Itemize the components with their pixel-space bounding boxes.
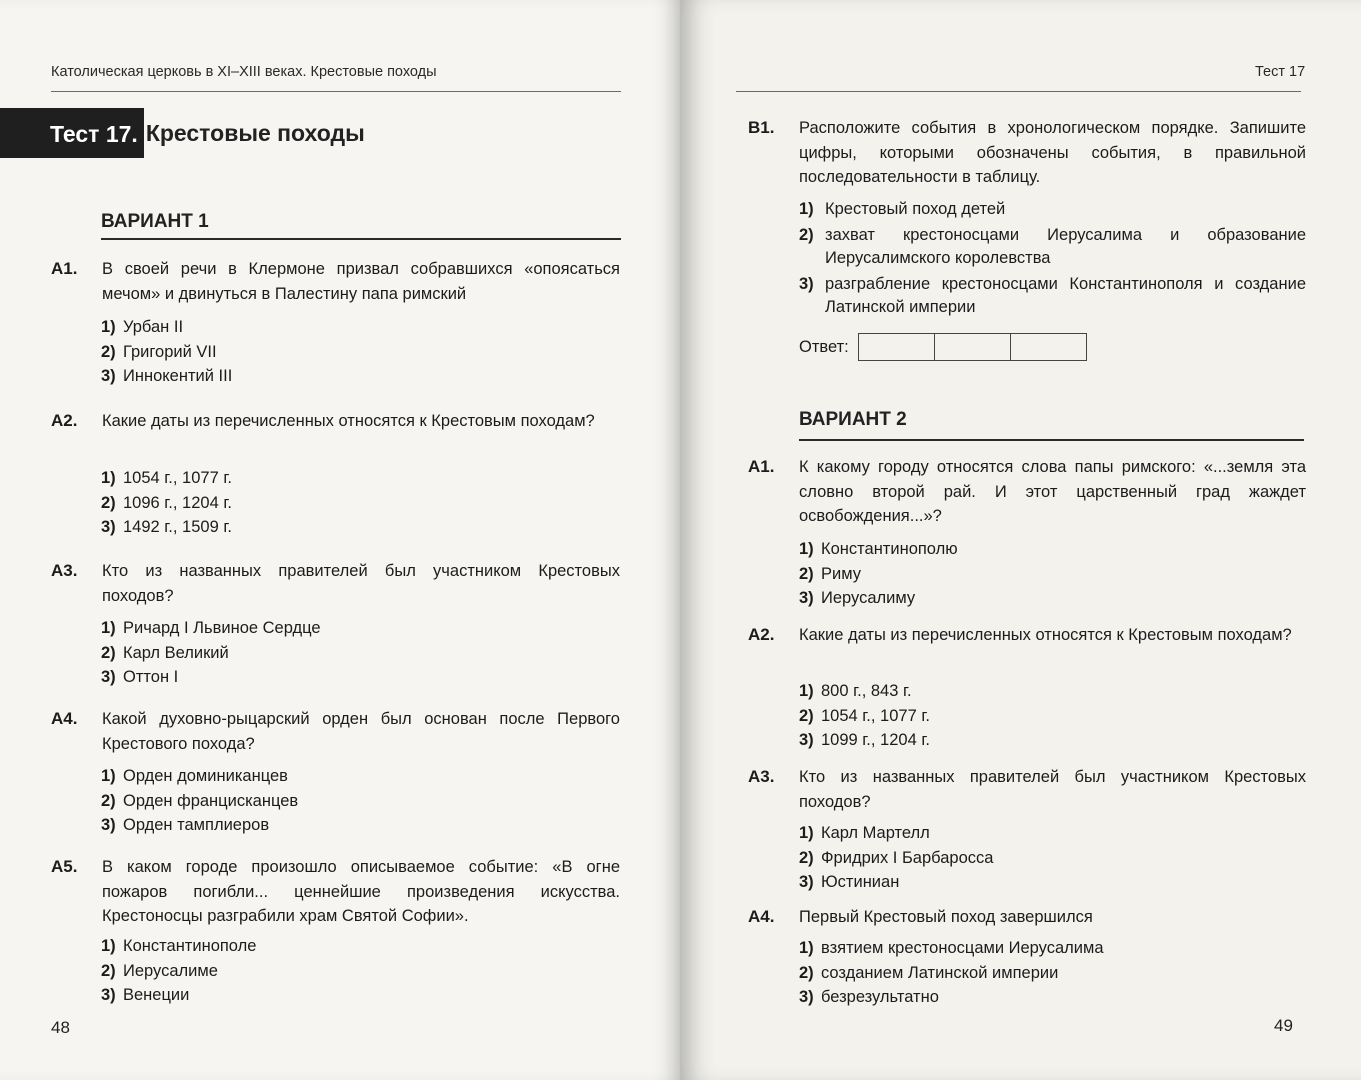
answer-options-a3 [101,616,321,690]
answer-option: 2) 1096 г., 1204 г. [101,493,232,512]
running-head-rule [736,91,1301,92]
answer-options-a1 [101,315,232,389]
running-head-left: Католическая церковь в XI–XIII веках. Крестовые походы [51,64,437,80]
question-text: Кто из названных правителей был участником Крестовых походов? [799,768,1306,811]
answer-option: 2) Иерусалиме [101,961,218,980]
question-number: A1. [748,457,775,476]
answer-options-v2-a3 [799,821,993,895]
test-title-text: Крестовые походы [145,119,365,146]
page-number-right: 49 [1274,1016,1293,1035]
answer-option: 1) Карл Мартелл [799,824,930,842]
variant-2-heading: ВАРИАНТ 2 [799,409,907,430]
answer-option: 2) Фридрих I Барбаросса [799,848,994,867]
answer-cell[interactable] [1011,334,1086,360]
answer-option: 2) Григорий VII [101,342,217,361]
question-text: Кто из названных правителей был участником Крестовых походов? [102,562,620,605]
question-text: Какой духовно-рыцарский орден был основан после Первого Крестового похода? [102,710,620,753]
answer-options-v2-a4 [799,936,1104,1010]
question-number: A2. [51,411,78,430]
test-title-number: Тест 17. [0,108,144,158]
answer-option: 1) 1054 г., 1077 г. [101,469,232,487]
answer-options-v2-a2 [799,679,930,753]
answer-option: 3) Оттон I [101,668,179,687]
question-number: A2. [748,625,775,644]
answer-option: 2) Карл Великий [101,643,229,662]
answer-option: 3) 1099 г., 1204 г. [799,731,930,750]
answer-options-a2 [101,466,232,540]
answer-option: 2) 1054 г., 1077 г. [799,706,930,725]
variant-2-rule [799,439,1304,441]
question-text: К какому городу относятся слова папы римского: «...земля эта словно второй рай. И этот царственный град жаждет освобождения...»? [799,458,1306,525]
answer-option: 3) Орден тамплиеров [101,816,270,835]
answer-option: 3) 1492 г., 1509 г. [101,518,232,537]
question-number: A4. [51,709,78,728]
answer-option: 3) разграбление крестоносцами Константинополя и создание Латинской империи [799,274,1306,316]
answer-options-b1 [799,197,1306,320]
answer-option: 1) взятием крестоносцами Иерусалима [799,939,1104,957]
answer-option: 3) безрезультатно [799,988,939,1007]
answer-option: 1) Ричард I Львиное Сердце [101,619,321,637]
question-number: A5. [51,857,78,876]
answer-options-v2-a1 [799,537,958,611]
answer-option: 1) Константинополе [101,937,257,955]
answer-option: 3) Юстиниан [799,873,900,892]
question-text: Первый Крестовый поход завершился [799,908,1093,926]
question-text: Какие даты из перечисленных относятся к Крестовым походам? [799,626,1292,644]
running-head-right: Тест 17 [1255,64,1306,80]
answer-option: 3) Венеции [101,986,190,1005]
left-page [0,0,680,1080]
answer-cell[interactable] [935,334,1011,360]
answer-row [799,333,1087,361]
question-text: В каком городе произошло описываемое событие: «В огне пожаров погибли... ценнейшие произведения искусства. Крестоносцы разграбили храм Святой Софии». [102,858,620,925]
answer-option: 1) 800 г., 843 г. [799,682,912,700]
question-number: A3. [51,561,78,580]
variant-1-heading: ВАРИАНТ 1 [101,211,209,232]
answer-option: 2) созданием Латинской империи [799,963,1059,982]
answer-option: 2) Риму [799,564,862,583]
answer-option: 2) захват крестоносцами Иерусалима и образование Иерусалимского королевства [799,225,1306,267]
answer-cell[interactable] [859,334,935,360]
answer-option: 3) Иерусалиму [799,589,916,608]
answer-label: Ответ: [799,337,849,356]
variant-1-rule [101,238,621,240]
question-text: В своей речи в Клермоне призвал собравшихся «опоясаться мечом» и двинуться в Палестину папа римский [102,260,620,303]
answer-option: 3) Иннокентий III [101,367,233,386]
answer-option: 2) Орден францисканцев [101,791,299,810]
test-title [0,108,365,158]
question-number: B1. [748,118,775,137]
answer-option: 1) Крестовый поход детей [799,200,1006,218]
page-number-left: 48 [51,1018,70,1037]
answer-option: 1) Константинополю [799,540,958,558]
question-number: A1. [51,259,78,278]
answer-table [858,333,1087,361]
answer-option: 1) Орден доминиканцев [101,767,288,785]
question-number: A3. [748,767,775,786]
answer-options-a4 [101,764,298,838]
answer-options-a5 [101,934,256,1008]
question-text: Расположите события в хронологическом порядке. Запишите цифры, которыми обозначены события, в правильной последовательности в таблицу. [799,119,1306,186]
question-number: A4. [748,907,775,926]
answer-option: 1) Урбан II [101,318,184,336]
question-text: Какие даты из перечисленных относятся к Крестовым походам? [102,412,595,430]
running-head-rule [51,91,621,92]
